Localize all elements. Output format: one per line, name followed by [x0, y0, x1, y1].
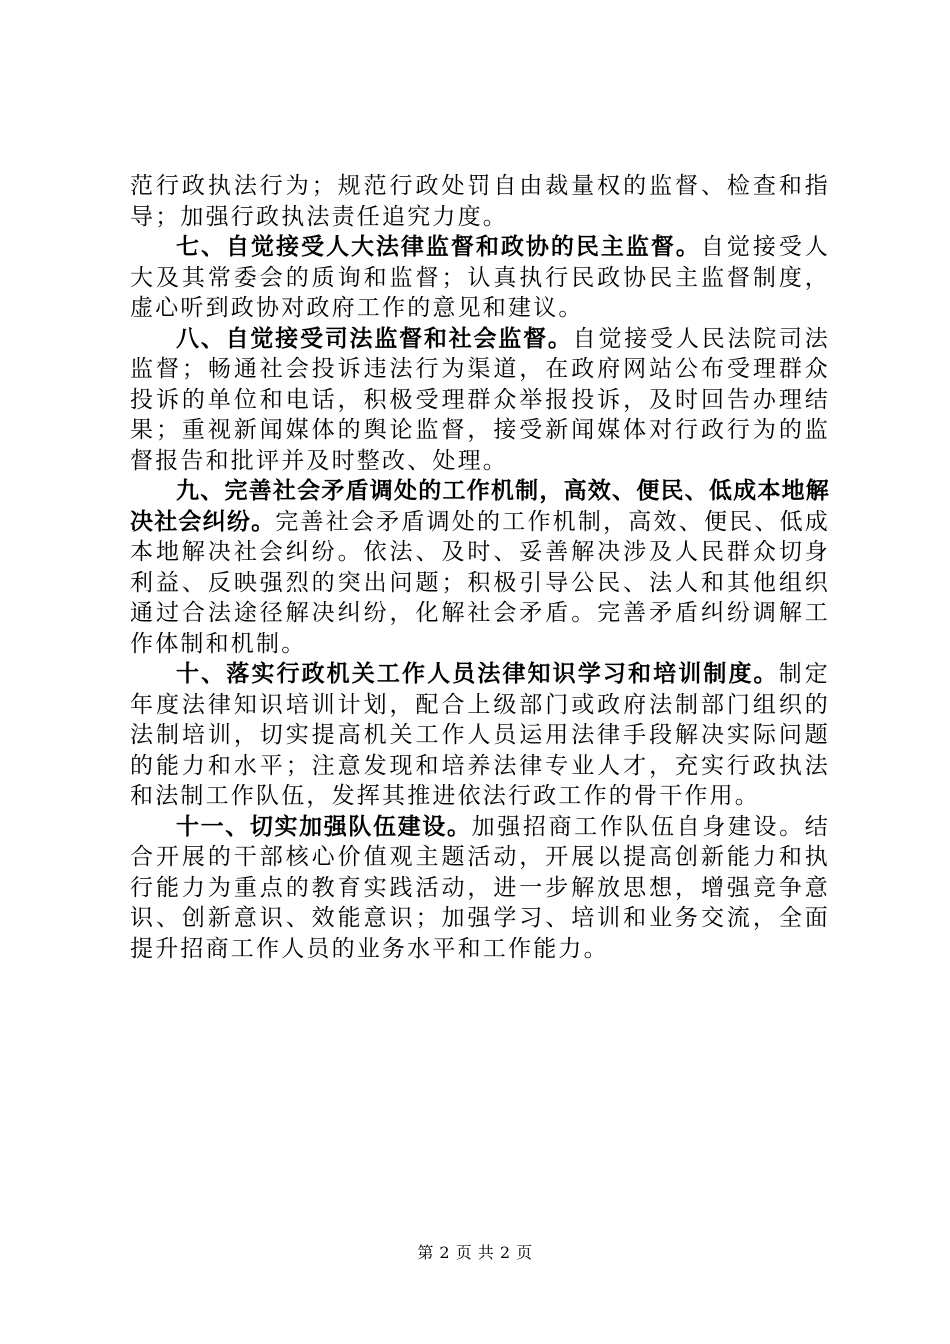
paragraph-body: 完善社会矛盾调处的工作机制，高效、便民、低成本地解决社会纠纷。依法、及时、妥善解决涉及人民群众切身利益、反映强烈的突出问题；积极引导公民、法人和其他组织通过合法途径解决纠纷，化解社会矛盾。完善矛盾纠纷调解工作体制和机制。	[130, 508, 831, 657]
paragraph-section-8	[130, 324, 830, 477]
section-heading: 七、自觉接受人大法律监督和政协的民主监督。	[176, 234, 701, 260]
section-heading: 十一、切实加强队伍建设。	[176, 813, 472, 840]
section-heading: 十、落实行政机关工作人员法律知识学习和培训制度。	[176, 661, 779, 687]
paragraph-body: 制定年度法律知识培训计划，配合上级部门或政府法制部门组织的法制培训，切实提高机关工作人员运用法律手段解决实际问题的能力和水平；注意发现和培养法律专业人才，充实行政执法和法制工作队伍，发挥其推进依法行政工作的骨干作用。	[130, 661, 830, 809]
paragraph-body: 自觉接受人民法院司法监督；畅通社会投诉违法行为渠道，在政府网站公布受理群众投诉的单位和电话，积极受理群众举报投诉，及时回告办理结果；重视新闻媒体的舆论监督，接受新闻媒体对行政行为的监督报告和批评并及时整改、处理。	[130, 325, 830, 474]
paragraph-section-11	[130, 812, 830, 965]
paragraph-body: 自觉接受人大及其常委会的质询和监督；认真执行民政协民主监督制度，虚心听到政协对政府工作的意见和建议。	[130, 234, 831, 321]
paragraph-continuation	[130, 171, 830, 232]
paragraph-section-10	[130, 659, 830, 812]
paragraph-body: 加强招商工作队伍自身建设。结合开展的干部核心价值观主题活动，开展以提高创新能力和执行能力为重点的教育实践活动，进一步解放思想，增强竞争意识、创新意识、效能意识；加强学习、培训和业务交流，全面提升招商工作人员的业务水平和工作能力。	[130, 813, 830, 962]
paragraph-section-9	[130, 476, 830, 659]
document-body	[130, 171, 830, 964]
section-heading: 八、自觉接受司法监督和社会监督。	[176, 325, 573, 352]
paragraph-section-7	[130, 232, 830, 324]
section-heading: 九、完善社会矛盾调处的工作机制，高效、便民、低成本地解决社会纠纷。	[130, 478, 830, 535]
page-number-footer: 第 2 页 共 2 页	[417, 1243, 533, 1262]
paragraph-body: 范行政执法行为；规范行政处罚自由裁量权的监督、检查和指导；加强行政执法责任追究力度。	[130, 173, 830, 230]
